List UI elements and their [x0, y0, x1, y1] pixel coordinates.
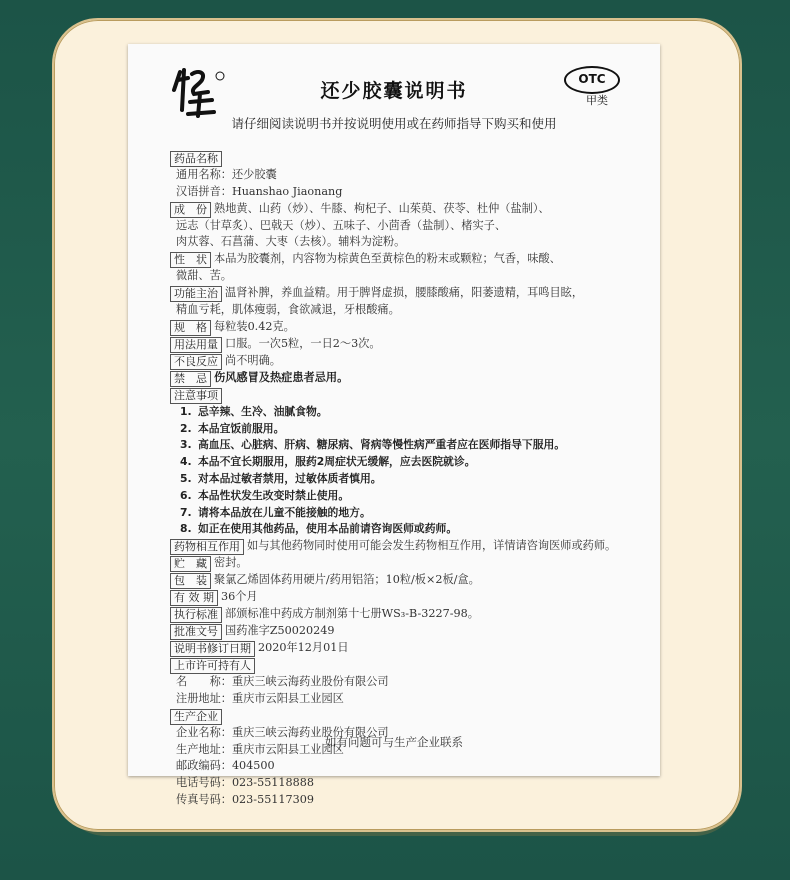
holder-name: 名 称：重庆三峡云海药业股份有限公司: [176, 675, 389, 689]
label-manufacturer: 生产企业: [170, 709, 222, 725]
label-revised-date: 说明书修订日期: [170, 641, 255, 657]
maker-name: 企业名称：重庆三峡云海药业股份有限公司: [176, 725, 389, 739]
approval-value: 国药准字Z50020249: [225, 624, 335, 638]
note-number: 5.: [180, 471, 192, 485]
label-character: 性 状: [170, 252, 211, 268]
leaflet-paper: [128, 44, 660, 806]
note-item: [170, 488, 640, 505]
function-line-2: 精血亏耗，肌体瘦弱，食欲减退，牙根酸痛。: [176, 302, 400, 316]
note-number: 6.: [180, 488, 192, 502]
note-item: [170, 505, 640, 522]
note-item: [170, 521, 640, 538]
dosage-value: 口服。一次5粒，一日2～3次。: [225, 336, 381, 350]
spec-value: 每粒装0.42克。: [214, 319, 295, 333]
interaction-value: 如与其他药物同时使用可能会发生药物相互作用，详情请咨询医师或药师。: [247, 539, 617, 553]
label-storage: 贮 藏: [170, 556, 211, 572]
note-number: 8.: [180, 522, 192, 536]
note-item: [170, 437, 640, 454]
package-value: 聚氯乙烯固体药用硬片/药用铝箔；10粒/板×2板/盒。: [214, 573, 480, 587]
label-dosage: 用法用量: [170, 337, 222, 353]
label-license-holder: 上市许可持有人: [170, 658, 255, 674]
notes-list: [170, 404, 640, 538]
ingredients-line-3: 肉苁蓉、石菖蒲、大枣（去核）。辅料为淀粉。: [176, 235, 406, 249]
label-approval: 批准文号: [170, 624, 222, 640]
leaflet-title: 还少胶囊说明书: [320, 80, 468, 102]
note-text: 对本品过敏者禁用，过敏体质者慎用。: [198, 471, 382, 485]
label-adverse: 不良反应: [170, 354, 222, 370]
storage-value: 密封。: [214, 556, 248, 570]
note-number: 3.: [180, 438, 192, 452]
note-number: 7.: [180, 505, 192, 519]
note-item: [170, 454, 640, 471]
note-text: 忌辛辣、生冷、油腻食物。: [198, 404, 328, 418]
label-contraindication: 禁 忌: [170, 371, 211, 387]
revised-date-value: 2020年12月01日: [258, 641, 349, 655]
leaflet-body: [170, 150, 640, 809]
character-line-1: 本品为胶囊剂，内容物为棕黄色至黄棕色的粉末或颗粒；气香，味酸、: [214, 252, 561, 266]
character-line-2: 微甜、苦。: [176, 269, 232, 283]
label-package: 包 装: [170, 573, 211, 589]
note-text: 本品宜饭前服用。: [198, 421, 285, 435]
usage-notice: 请仔细阅读说明书并按说明使用或在药师指导下购买和使用: [231, 116, 557, 131]
validity-value: 36个月: [221, 590, 258, 604]
ingredients-line-1: 熟地黄、山药（炒）、牛膝、枸杞子、山茱萸、茯苓、杜仲（盐制）、: [214, 201, 550, 215]
label-interaction: 药物相互作用: [170, 539, 244, 555]
note-item: [170, 404, 640, 421]
fax: 传真号码：023-55117309: [176, 792, 315, 806]
note-text: 本品性状发生改变时禁止使用。: [198, 488, 350, 502]
label-validity: 有 效 期: [170, 590, 218, 606]
note-number: 4.: [180, 455, 192, 469]
common-name: 通用名称：还少胶囊: [176, 168, 277, 181]
note-number: 2.: [180, 421, 192, 435]
note-text: 请将本品放在儿童不能接触的地方。: [198, 505, 371, 519]
note-text: 本品不宜长期服用，服药2周症状无缓解，应去医院就诊。: [198, 455, 476, 469]
note-text: 高血压、心脏病、肝病、糖尿病、肾病等慢性病严重者应在医师指导下服用。: [198, 438, 566, 452]
note-number: 1.: [180, 404, 192, 418]
adverse-value: 尚不明确。: [225, 353, 281, 367]
note-text: 如正在使用其他药品，使用本品前请咨询医师或药师。: [198, 522, 458, 536]
note-item: [170, 471, 640, 488]
note-item: [170, 421, 640, 438]
ingredients-line-2: 远志（甘草炙）、巴戟天（炒）、五味子、小茴香（盐制）、楮实子、: [176, 218, 507, 232]
function-line-1: 温肾补脾，养血益精。用于脾肾虚损，腰膝酸痛，阳萎遗精，耳鸣目眩，: [225, 285, 584, 299]
holder-address: 注册地址：重庆市云阳县工业园区: [176, 691, 344, 705]
label-drug-name: 药品名称: [170, 151, 222, 167]
label-function: 功能主治: [170, 286, 222, 302]
maker-address: 生产地址：重庆市云阳县工业园区: [176, 742, 344, 756]
pinyin-name: 汉语拼音：Huanshao Jiaonang: [176, 184, 343, 198]
label-standard: 执行标准: [170, 607, 222, 623]
otc-badge: OTC: [564, 66, 620, 94]
contraindication-value: 伤风感冒及热症患者忌用。: [214, 370, 349, 384]
label-ingredients: 成 份: [170, 202, 211, 218]
postcode: 邮政编码：404500: [176, 759, 275, 773]
label-spec: 规 格: [170, 320, 211, 336]
contact-footer: 如有问题可与生产企业联系: [325, 735, 463, 749]
label-notes: 注意事项: [170, 388, 222, 404]
otc-class: 甲类: [586, 94, 608, 107]
standard-value: 部颁标准中药成方制剂第十七册WS₃-B-3227-98。: [225, 607, 479, 621]
phone: 电话号码：023-55118888: [176, 776, 315, 790]
